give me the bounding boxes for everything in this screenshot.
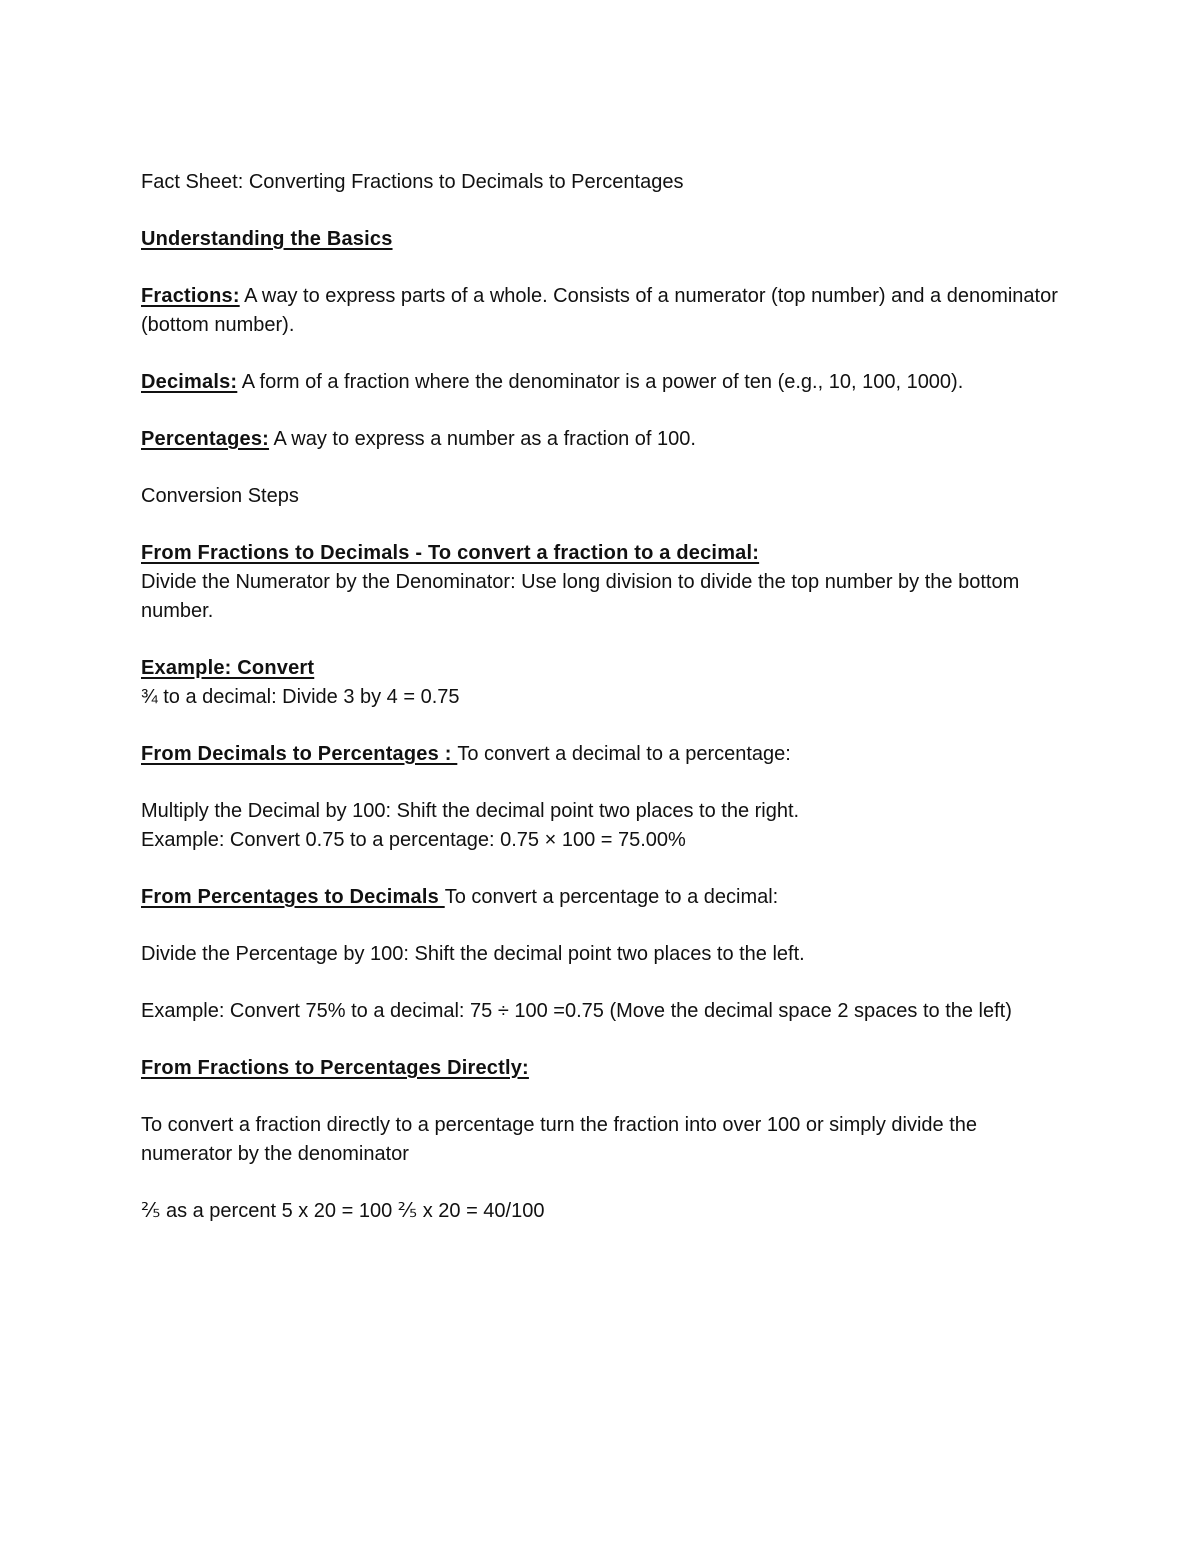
document-title: Fact Sheet: Converting Fractions to Decimals to Percentages: [141, 171, 684, 193]
percentages-to-decimals-heading-rest: To convert a percentage to a decimal:: [444, 886, 779, 908]
percentages-to-decimals-line: [141, 883, 1061, 912]
decimals-to-percentages-heading: From Decimals to Percentages :: [141, 743, 458, 765]
fractions-to-percentages-text: To convert a fraction directly to a percentage turn the fraction into over 100 or simply divide the numerator by the denominator: [141, 1114, 977, 1165]
fractions-to-decimals-text: Divide the Numerator by the Denominator: Use long division to divide the top number by the bottom number.: [141, 571, 1020, 622]
decimals-to-percentages-text: Multiply the Decimal by 100: Shift the decimal point two places to the right.: [141, 800, 800, 822]
fractions-to-decimals-example-heading: Example: Convert: [141, 657, 315, 679]
fractions-to-percentages-heading: From Fractions to Percentages Directly:: [141, 1057, 529, 1079]
fractions-to-percentages-example: ⅖ as a percent 5 x 20 = 100 ⅖ x 20 = 40/100: [141, 1200, 545, 1222]
fractions-to-decimals-heading: From Fractions to Decimals - To convert a fraction to a decimal:: [141, 542, 760, 564]
fractions-to-decimals-example-text: ¾ to a decimal: Divide 3 by 4 = 0.75: [141, 686, 460, 708]
conversion-steps-heading: Conversion Steps: [141, 485, 299, 507]
fractions-label: Fractions:: [141, 285, 240, 307]
decimals-to-percentages-heading-rest: To convert a decimal to a percentage:: [457, 743, 791, 765]
percentages-to-decimals-text: Divide the Percentage by 100: Shift the decimal point two places to the left.: [141, 943, 805, 965]
basics-heading: Understanding the Basics: [141, 228, 393, 250]
fractions-definition: [141, 282, 1061, 340]
decimals-definition: [141, 368, 1061, 397]
percentages-to-decimals-example: Example: Convert 75% to a decimal: 75 ÷ 100 =0.75 (Move the decimal space 2 spaces to the left): [141, 1000, 1012, 1022]
percentages-label: Percentages:: [141, 428, 270, 450]
percentages-text: A way to express a number as a fraction of 100.: [269, 428, 696, 450]
percentages-to-decimals-heading: From Percentages to Decimals: [141, 886, 445, 908]
decimals-text: A form of a fraction where the denominator is a power of ten (e.g., 10, 100, 1000).: [237, 371, 964, 393]
decimals-to-percentages-example: Example: Convert 0.75 to a percentage: 0.75 × 100 = 75.00%: [141, 829, 686, 851]
decimals-label: Decimals:: [141, 371, 238, 393]
fractions-text: A way to express parts of a whole. Consists of a numerator (top number) and a denominator (bottom number).: [141, 285, 1058, 336]
percentages-definition: [141, 425, 1061, 454]
document-page: [141, 168, 1061, 1226]
decimals-to-percentages-line: [141, 740, 1061, 769]
